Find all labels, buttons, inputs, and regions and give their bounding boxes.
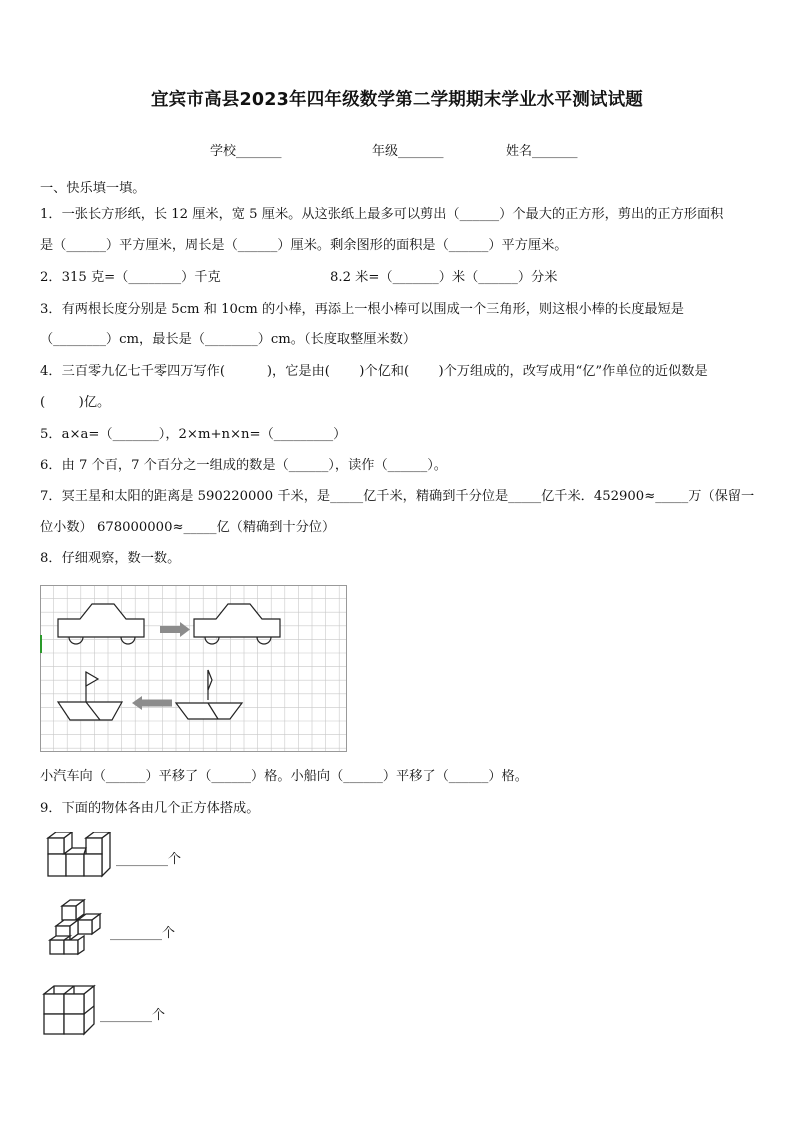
question-4-line-1: 4．三百零九亿七千零四万写作( )，它是由( )个亿和( )个万组成的，改写成用“亿”作单位的近似数是	[40, 364, 708, 379]
name-field: 姓名_______	[506, 144, 578, 159]
question-4-line-2: ( )亿。	[40, 395, 111, 410]
cube-figure-1	[42, 832, 112, 882]
question-3-line-1: 3．有两根长度分别是 5cm 和 10cm 的小棒，再添上一根小棒可以围成一个三角形，则这根小棒的长度最短是	[40, 302, 684, 317]
question-5: 5．a×a=（_______），2×m+n×n=（_________）	[40, 427, 347, 442]
cube-figure-3	[42, 984, 100, 1040]
cube-figure-2	[42, 898, 110, 958]
question-1-line-1: 1．一张长方形纸，长 12 厘米，宽 5 厘米。从这张纸上最多可以剪出（______）个最大的正方形，剪出的正方形面积	[40, 207, 724, 222]
question-8: 8．仔细观察，数一数。	[40, 551, 181, 566]
question-7-line-2: 位小数） 678000000≈_____亿（精确到十分位）	[40, 520, 336, 535]
question-6: 6．由 7 个百，7 个百分之一组成的数是（______），读作（______）。	[40, 458, 447, 473]
question-2a: 2．315 克=（________）千克	[40, 270, 221, 285]
question-7-line-1: 7．冥王星和太阳的距离是 590220000 千米，是_____亿千米，精确到千分位是_____亿千米．452900≈_____万（保留一	[40, 489, 755, 504]
question-3-line-2: （________）cm，最长是（________）cm。（长度取整厘米数）	[40, 332, 417, 347]
question-1-line-2: 是（______）平方厘米，周长是（______）厘米。剩余图形的面积是（______）平方厘米。	[40, 238, 568, 253]
section-heading: 一、快乐填一填。	[40, 181, 146, 196]
translation-grid-figure	[40, 585, 348, 753]
cube-answer-1: ________个	[116, 852, 182, 867]
question-2b: 8.2 米=（_______）米（______）分米	[330, 270, 558, 285]
grade-field: 年级_______	[372, 144, 444, 159]
page-title: 宜宾市高县2023年四年级数学第二学期期末学业水平测试试题	[150, 90, 643, 110]
cube-answer-2: ________个	[110, 926, 176, 941]
question-8-answer: 小汽车向（______）平移了（______）格。小船向（______）平移了（______）格。	[40, 769, 528, 784]
question-9: 9．下面的物体各由几个正方体搭成。	[40, 801, 260, 816]
school-field: 学校_______	[210, 144, 282, 159]
cube-answer-3: ________个	[100, 1008, 166, 1023]
